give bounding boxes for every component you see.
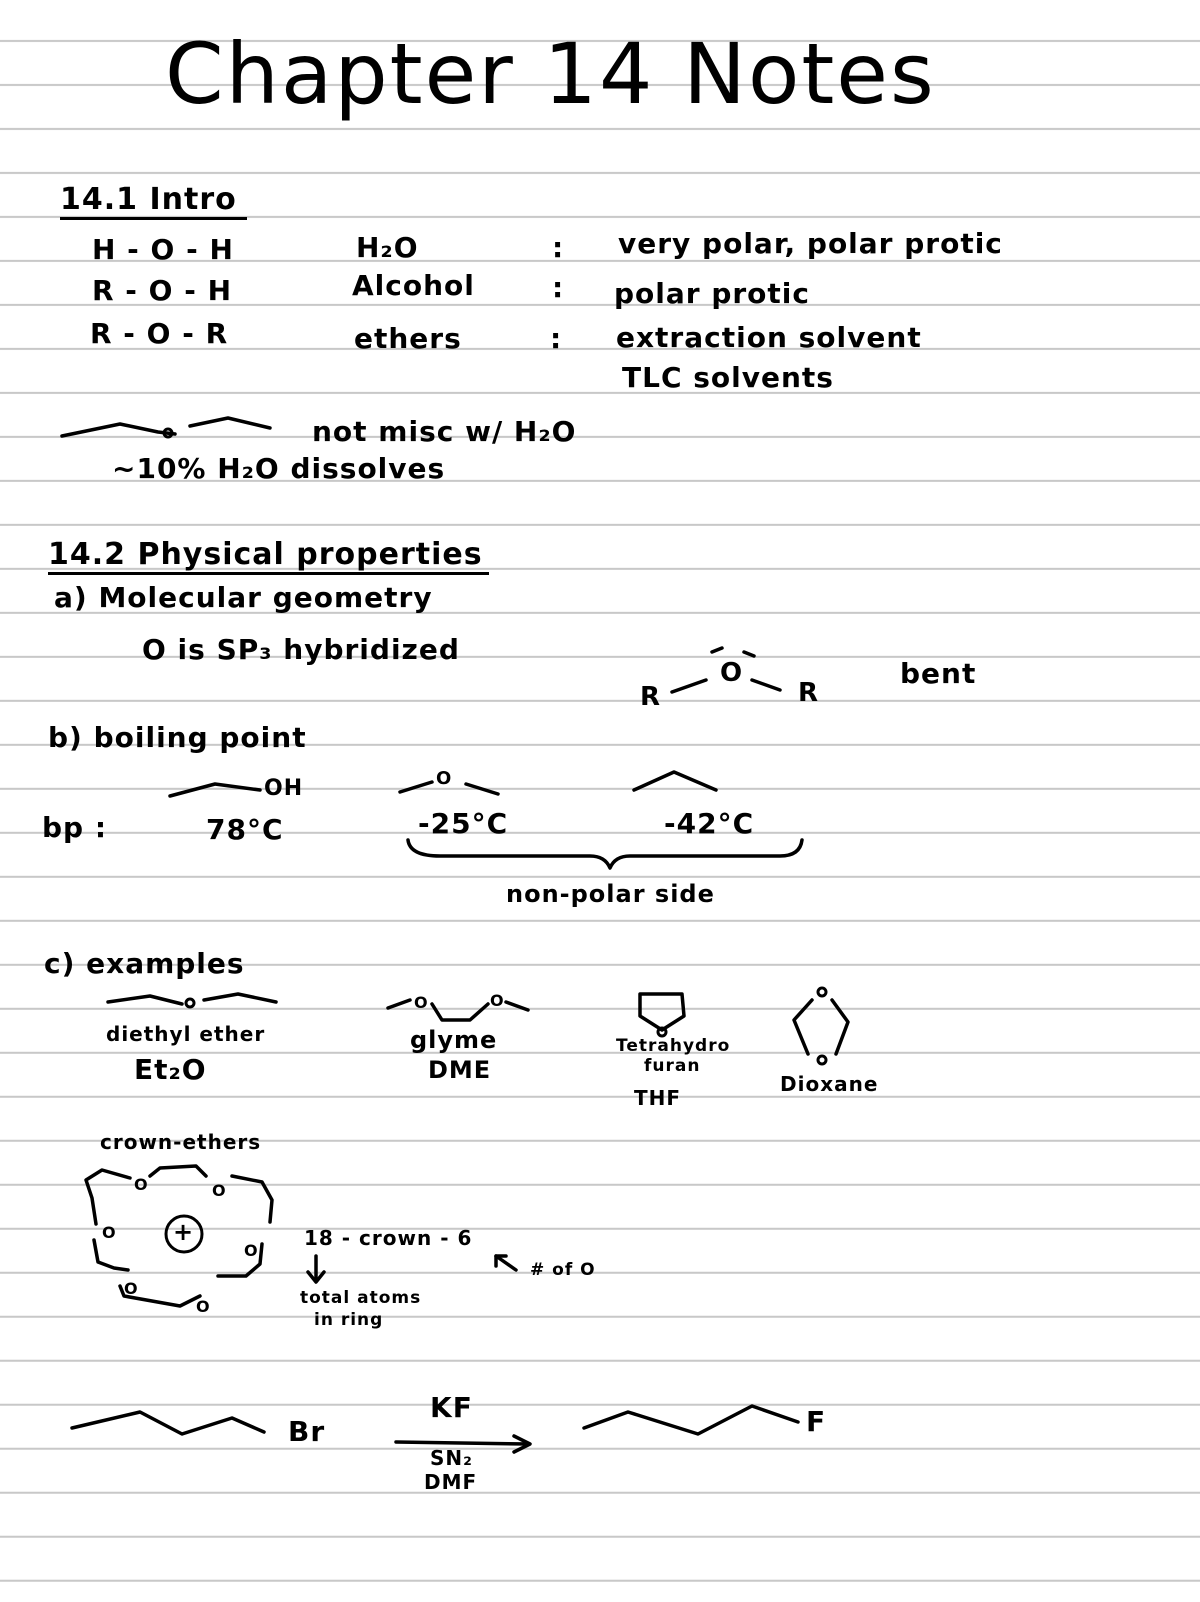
crown-ether-heading: crown-ethers xyxy=(100,1130,262,1154)
reactant-bromide: Br xyxy=(288,1415,326,1448)
dioxane-ring xyxy=(794,1000,812,1054)
thf-abbr: THF xyxy=(634,1086,682,1110)
reaction-arrow xyxy=(396,1442,528,1444)
intro-row-name: H₂O xyxy=(356,231,419,264)
glyme-skeleton xyxy=(432,1004,488,1020)
diethyl-ether-skeleton xyxy=(62,424,175,436)
intro-desc-extra: TLC solvents xyxy=(622,361,834,394)
thf-name-line1: Tetrahydro xyxy=(616,1036,731,1056)
crown-total-atoms: total atoms xyxy=(300,1288,422,1308)
hybridization-note: O is SP₃ hybridized xyxy=(142,633,460,666)
bent-bond-left xyxy=(672,680,706,692)
diethyl-ether-skeleton xyxy=(190,418,270,428)
diethyl-ether-name: diethyl ether xyxy=(106,1022,266,1046)
crown-pointer-arrow xyxy=(496,1256,516,1270)
crown-o-count-note: # of O xyxy=(530,1260,596,1280)
dissolves-note: ~10% H₂O dissolves xyxy=(112,452,446,485)
intro-row-desc: very polar, polar protic xyxy=(618,227,1003,260)
example-diethyl-oxygen xyxy=(186,999,194,1007)
nonpolar-note: non-polar side xyxy=(506,880,715,908)
dioxane-ring xyxy=(832,1000,848,1054)
examples-label: c) examples xyxy=(44,947,245,980)
reagent-solvent: DMF xyxy=(424,1470,478,1494)
glyme-oxygen: O xyxy=(490,991,504,1010)
glyme-skeleton xyxy=(388,1000,410,1008)
glyme-name: glyme xyxy=(410,1026,498,1054)
intro-row-desc: polar protic xyxy=(614,277,810,310)
crown-cation: + xyxy=(173,1218,195,1246)
crown-oxygen: O xyxy=(124,1279,138,1298)
intro-row-colon: : xyxy=(552,231,565,264)
dioxane-name: Dioxane xyxy=(780,1072,879,1096)
intro-row-name: Alcohol xyxy=(352,269,475,302)
bent-bond-right xyxy=(752,680,780,690)
bp-dimethyl-ether: -25°C xyxy=(418,807,509,840)
thf-name-line2: furan xyxy=(644,1056,701,1076)
dioxane-oxygen xyxy=(818,988,826,996)
thf-oxygen xyxy=(658,1028,666,1036)
bp-label: bp : xyxy=(42,811,108,844)
section-heading-physical: 14.2 Physical properties xyxy=(48,540,489,575)
crown-oxygen: O xyxy=(196,1297,210,1316)
dimethyl-ether-skeleton xyxy=(400,782,432,792)
reactant-chain xyxy=(72,1412,264,1434)
crown-oxygen: O xyxy=(244,1241,258,1260)
intro-row-formula: H - O - H xyxy=(92,233,234,266)
page-title: Chapter 14 Notes xyxy=(165,25,936,123)
reagent-top: KF xyxy=(430,1391,473,1424)
crown-cation-circle xyxy=(166,1216,202,1252)
ether-oxygen: O xyxy=(436,768,453,789)
miscibility-note: not misc w/ H₂O xyxy=(312,415,577,448)
lone-pair xyxy=(744,652,754,656)
section-heading-intro: 14.1 Intro xyxy=(60,185,247,220)
glyme-abbr: DME xyxy=(428,1056,492,1084)
nonpolar-brace xyxy=(408,840,802,868)
example-diethyl-skeleton xyxy=(204,994,276,1002)
product-fluoride: F xyxy=(806,1405,827,1438)
intro-row-name: ethers xyxy=(354,322,462,355)
product-chain xyxy=(584,1406,798,1434)
crown-in-ring: in ring xyxy=(314,1310,384,1330)
bp-ethanol: 78°C xyxy=(206,813,284,846)
lone-pair xyxy=(712,648,722,652)
ethanol-skeleton xyxy=(170,784,260,796)
intro-row-desc: extraction solvent xyxy=(616,321,922,354)
diethyl-ether-formula: Et₂O xyxy=(134,1053,207,1086)
intro-row-formula: R - O - H xyxy=(92,274,233,307)
propane-skeleton xyxy=(634,772,716,790)
dimethyl-ether-skeleton xyxy=(466,784,498,794)
bp-propane: -42°C xyxy=(664,807,755,840)
dioxane-oxygen xyxy=(818,1056,826,1064)
intro-row-formula: R - O - R xyxy=(90,317,229,350)
thf-ring xyxy=(640,994,684,1030)
crown-name: 18 - crown - 6 xyxy=(304,1226,473,1250)
crown-oxygen: O xyxy=(102,1223,116,1242)
crown-oxygen: O xyxy=(134,1175,148,1194)
bent-r-left: R xyxy=(640,682,662,712)
bent-label: bent xyxy=(900,657,977,690)
intro-row-colon: : xyxy=(550,322,563,355)
crown-oxygen: O xyxy=(212,1181,226,1200)
glyme-oxygen: O xyxy=(414,993,428,1012)
bent-r-right: R xyxy=(798,678,820,708)
boiling-point-label: b) boiling point xyxy=(48,721,307,754)
intro-row-colon: : xyxy=(552,271,565,304)
oh-label: OH xyxy=(264,776,304,801)
reagent-mechanism: SN₂ xyxy=(430,1446,473,1470)
bent-oxygen: O xyxy=(720,658,744,688)
geometry-label: a) Molecular geometry xyxy=(54,581,433,614)
glyme-skeleton xyxy=(506,1002,528,1010)
example-diethyl-skeleton xyxy=(108,996,182,1004)
